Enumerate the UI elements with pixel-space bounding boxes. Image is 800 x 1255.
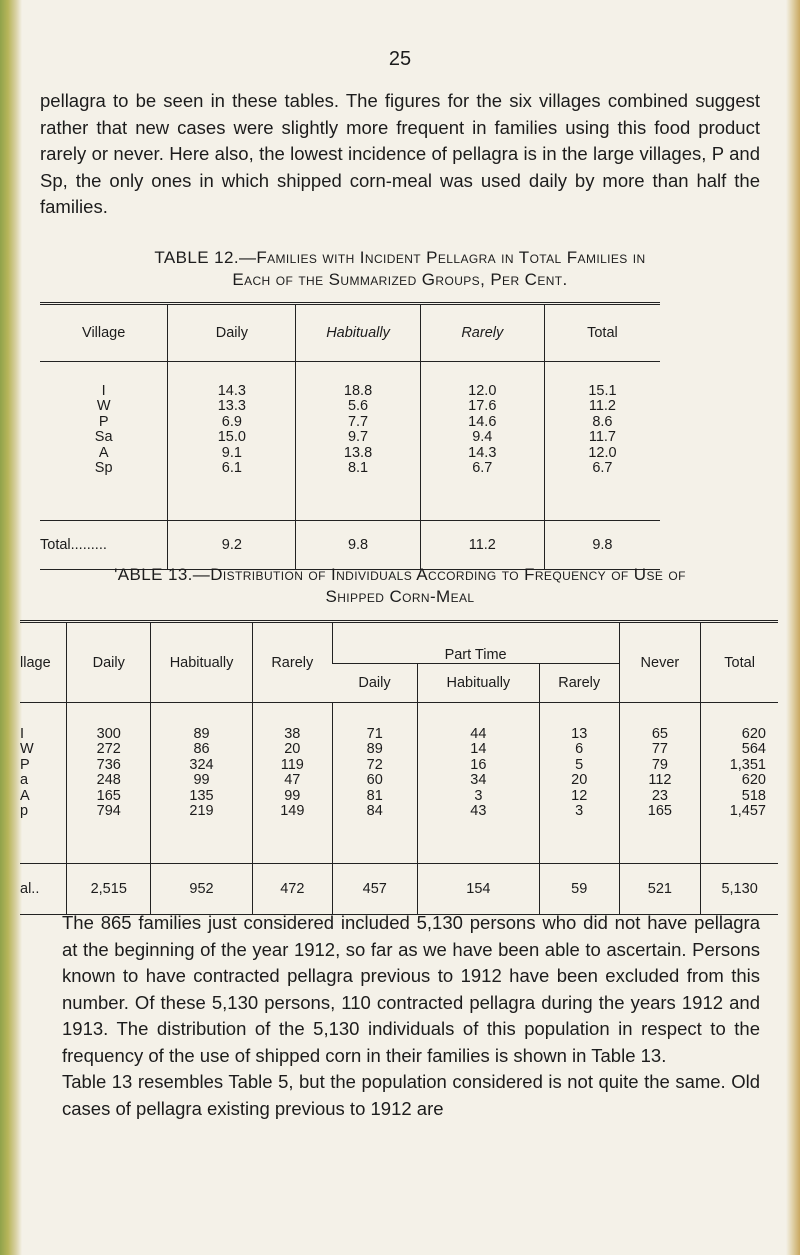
t13-col-rarely xyxy=(252,703,332,864)
t12-header-rarely: Rarely xyxy=(420,304,544,362)
t13-header-part-time: Part Time xyxy=(332,622,619,664)
t12-cell: 14.3 xyxy=(468,444,497,461)
t13-col-village xyxy=(20,703,67,864)
t13-cell: 86 xyxy=(193,741,210,758)
t13-total-pt-daily: 457 xyxy=(332,864,417,915)
t13-col-total xyxy=(701,703,778,864)
t12-cell: 15.0 xyxy=(217,429,246,446)
t13-cell: 3 xyxy=(474,787,483,804)
table-12 xyxy=(40,302,660,570)
t13-cell: 99 xyxy=(193,772,210,789)
paragraph-bottom-1: The 865 families just considered included 5,130 persons who did not have pellagra at the beginning of the year 1912, so far as we have been able to ascertain. Persons known to have contracted pellagra previous to 1912 have been excluded from this number. Of these 5,130 persons, 110 contracted pellagra during the years 1912 and 1913. The distribution of the 5,130 individuals of this population in respect to the frequency of the use of shipped corn in their families is shown in Table 13. xyxy=(62,912,760,1066)
t13-cell: 165 xyxy=(647,803,672,820)
t13-col-pt-rarely xyxy=(539,703,619,864)
t13-cell: 16 xyxy=(470,756,487,773)
t13-header-total: Total xyxy=(701,622,778,703)
t12-cell: 5.6 xyxy=(347,398,369,415)
table12-caption xyxy=(30,247,770,291)
t12-cell: Sa xyxy=(94,429,113,446)
t13-cell: 219 xyxy=(189,803,214,820)
t12-cell: 6.9 xyxy=(221,413,242,430)
t13-cell: 89 xyxy=(193,726,210,742)
t12-cell: 14.3 xyxy=(217,383,246,399)
t13-cell: W xyxy=(20,741,34,758)
t13-cell: 71 xyxy=(366,726,383,742)
t13-header-never: Never xyxy=(619,622,701,703)
t13-cell: 34 xyxy=(470,772,487,789)
t13-cell: 5 xyxy=(575,756,584,773)
t12-cell: Sp xyxy=(94,460,113,477)
t13-cell: 1,457 xyxy=(729,803,766,820)
t13-cell: 518 xyxy=(741,787,766,804)
t13-cell: 43 xyxy=(470,803,487,820)
t12-cell: 6.7 xyxy=(592,460,613,477)
t12-cell: 14.6 xyxy=(468,413,497,430)
t13-cell: p xyxy=(20,803,29,820)
t12-total-rarely: 11.2 xyxy=(420,521,544,570)
t12-header-daily: Daily xyxy=(168,304,296,362)
t13-cell: 119 xyxy=(280,756,304,773)
t12-cell: A xyxy=(98,444,109,461)
t12-cell: 9.7 xyxy=(347,429,369,446)
t13-total-total: 5,130 xyxy=(701,864,778,915)
t12-total-total: 9.8 xyxy=(544,521,660,570)
t13-cell: 47 xyxy=(284,772,301,789)
t13-cell: 23 xyxy=(651,787,668,804)
t13-cell: 65 xyxy=(651,726,668,742)
t13-cell: P xyxy=(20,756,30,773)
page-number: 25 xyxy=(388,48,412,70)
t12-body xyxy=(40,362,660,521)
t13-col-habitually xyxy=(151,703,253,864)
table13-caption-line1: 'ABLE 13.—Distribution of Individuals According to Frequency of Use of xyxy=(114,565,686,584)
table13-caption xyxy=(22,564,778,608)
t13-header-daily: Daily xyxy=(67,622,151,703)
t12-cell: 11.7 xyxy=(588,429,616,446)
t12-cell: 8.6 xyxy=(592,413,613,430)
t13-cell: 81 xyxy=(366,787,383,804)
t13-cell: 99 xyxy=(284,787,301,804)
t13-col-pt-habitually xyxy=(417,703,539,864)
t13-cell: 12 xyxy=(571,787,588,804)
t13-cell: 112 xyxy=(648,772,672,789)
t12-cell: 6.1 xyxy=(221,460,242,477)
t13-total-daily: 2,515 xyxy=(67,864,151,915)
t12-total-daily: 9.2 xyxy=(168,521,296,570)
t13-col-pt-daily xyxy=(332,703,417,864)
t12-cell: 15.1 xyxy=(588,383,617,399)
t12-cell: 8.1 xyxy=(347,460,369,477)
t13-total-never: 521 xyxy=(619,864,701,915)
t12-total-row xyxy=(40,521,660,570)
t12-cell: 7.7 xyxy=(347,413,369,430)
t13-header-pt-rarely: Rarely xyxy=(539,664,619,703)
table13-caption-line2: Shipped Corn-Meal xyxy=(325,587,475,606)
t12-cell: 13.8 xyxy=(343,444,373,461)
t12-cell: 9.1 xyxy=(221,444,242,461)
t13-cell: 272 xyxy=(96,741,121,758)
t13-col-daily xyxy=(67,703,151,864)
t13-cell: 72 xyxy=(366,756,383,773)
t12-cell: 11.2 xyxy=(588,398,616,415)
t13-cell: 300 xyxy=(96,726,121,742)
paragraph-top: pellagra to be seen in these tables. The figures for the six villages combined suggest rather that new cases were slightly more frequent in families using this food product rarely or never. Here also, the lowest incidence of pellagra is in the large villages, P and Sp, the only ones in which shipped corn-meal was used daily by more than half the families. xyxy=(40,90,760,217)
t12-cell: 12.0 xyxy=(468,383,497,399)
t13-header-pt-habitually: Habitually xyxy=(417,664,539,703)
page-binding-edge xyxy=(0,0,22,1255)
table12-caption-line2: Each of the Summarized Groups, Per Cent. xyxy=(232,270,568,289)
t12-col-rarely xyxy=(420,362,544,521)
t13-cell: 135 xyxy=(189,787,214,804)
t12-cell: 6.7 xyxy=(472,460,493,477)
t13-header-pt-daily: Daily xyxy=(332,664,417,703)
t12-cell: I xyxy=(101,383,106,399)
table12-caption-line1: TABLE 12.—Families with Incident Pellagra in Total Families in xyxy=(154,248,646,267)
t12-cell: 12.0 xyxy=(588,444,617,461)
t13-cell: 77 xyxy=(651,741,668,758)
t12-col-daily xyxy=(168,362,296,521)
t13-total-label: al.. xyxy=(20,864,67,915)
t13-header-rarely: Rarely xyxy=(252,622,332,703)
t13-cell: 44 xyxy=(470,726,487,742)
t13-cell: 84 xyxy=(366,803,383,820)
t13-cell: 38 xyxy=(284,726,301,742)
t13-cell: 20 xyxy=(284,741,301,758)
t12-header-village: Village xyxy=(40,304,168,362)
t13-total-habitually: 952 xyxy=(151,864,253,915)
page-outer-edge xyxy=(786,0,800,1255)
t13-total-pt-rarely: 59 xyxy=(539,864,619,915)
t13-cell: 149 xyxy=(280,803,305,820)
t13-cell: 165 xyxy=(96,787,121,804)
t13-cell: 20 xyxy=(571,772,588,789)
t12-cell: 17.6 xyxy=(468,398,497,415)
t12-header-habitually: Habitually xyxy=(296,304,420,362)
t12-cell: 18.8 xyxy=(343,383,373,399)
t13-cell: 1,351 xyxy=(729,756,766,773)
t12-col-habitually xyxy=(296,362,420,521)
t12-header-total: Total xyxy=(544,304,660,362)
t13-cell: 794 xyxy=(96,803,121,820)
t12-cell: W xyxy=(96,398,111,415)
t13-cell: I xyxy=(20,726,25,742)
paragraph-bottom xyxy=(40,910,760,1122)
table-13 xyxy=(20,620,778,915)
t13-cell: 324 xyxy=(189,756,214,773)
t12-cell: P xyxy=(98,413,109,430)
t13-cell: 13 xyxy=(571,726,588,742)
t13-cell: a xyxy=(20,772,29,789)
t13-cell: A xyxy=(20,787,30,804)
paragraph-bottom-2: Table 13 resembles Table 5, but the population considered is not quite the same. Old cases of pellagra existing previous to 1912 are xyxy=(62,1071,760,1119)
t12-total-habitually: 9.8 xyxy=(296,521,420,570)
t12-total-label: Total......... xyxy=(40,521,168,570)
t12-col-village xyxy=(40,362,168,521)
t12-cell: 13.3 xyxy=(217,398,246,415)
t13-cell: 736 xyxy=(96,756,121,773)
t13-col-never xyxy=(619,703,701,864)
t12-cell: 9.4 xyxy=(472,429,493,446)
t13-cell: 79 xyxy=(651,756,668,773)
t13-cell: 6 xyxy=(575,741,584,758)
t13-cell: 60 xyxy=(366,772,383,789)
t13-cell: 564 xyxy=(741,741,766,758)
t13-header-habitually: Habitually xyxy=(151,622,253,703)
t13-cell: 248 xyxy=(96,772,121,789)
t13-header-village: llage xyxy=(20,622,67,703)
t13-cell: 14 xyxy=(470,741,487,758)
t13-cell: 620 xyxy=(741,726,766,742)
t12-col-total xyxy=(544,362,660,521)
t13-total-row xyxy=(20,864,778,915)
t13-cell: 3 xyxy=(575,803,584,820)
t13-total-rarely: 472 xyxy=(252,864,332,915)
t13-total-pt-habitually: 154 xyxy=(417,864,539,915)
t13-body xyxy=(20,703,778,864)
t13-cell: 620 xyxy=(741,772,766,789)
t13-cell: 89 xyxy=(366,741,383,758)
